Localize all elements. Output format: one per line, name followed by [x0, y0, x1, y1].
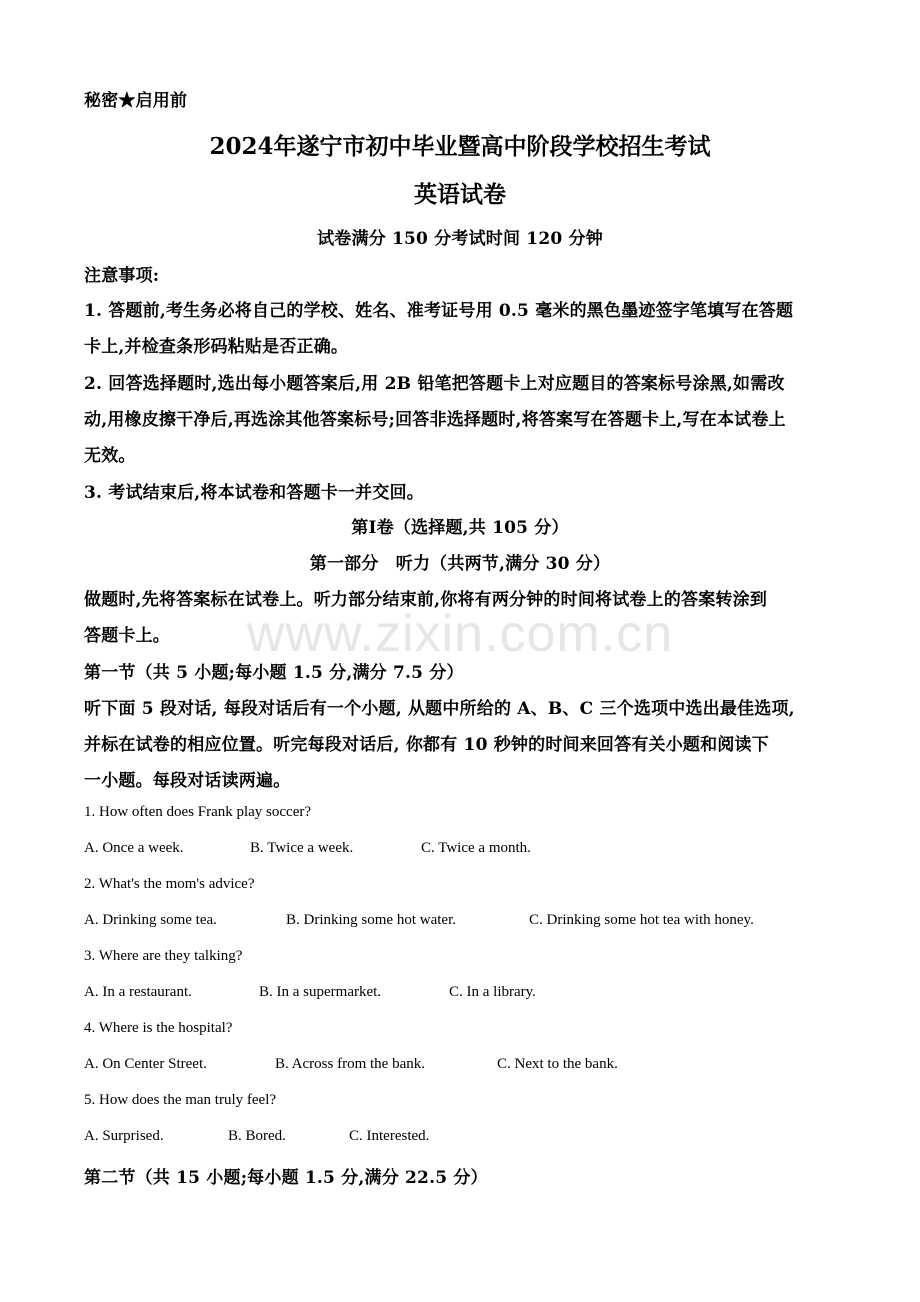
confidential-label: 秘密★启用前	[84, 91, 188, 111]
question-text: 1. How often does Frank play soccer?	[84, 804, 312, 820]
question-text: 5. How does the man truly feel?	[84, 1092, 277, 1108]
notes-heading: 注意事项:	[84, 266, 160, 286]
notes-line: 3. 考试结束后,将本试卷和答题卡一并交回。	[84, 483, 424, 503]
listening-intro: 做题时,先将答案标在试卷上。听力部分结束前,你将有两分钟的时间将试卷上的答案转涂到	[84, 590, 768, 610]
option-a: A. On Center Street.	[84, 1056, 207, 1072]
question-text: 4. Where is the hospital?	[84, 1020, 233, 1036]
option-b: B. Drinking some hot water.	[286, 912, 456, 928]
subsection-2-heading: 第二节（共 15 小题;每小题 1.5 分,满分 22.5 分）	[84, 1168, 488, 1188]
option-c: C. In a library.	[449, 984, 536, 1000]
option-c: C. Interested.	[349, 1128, 430, 1144]
option-c: C. Drinking some hot tea with honey.	[529, 912, 754, 928]
exam-info: 试卷满分 150 分考试时间 120 分钟	[317, 229, 603, 249]
option-b: B. In a supermarket.	[259, 984, 382, 1000]
notes-line: 动,用橡皮擦干净后,再选涂其他答案标号;回答非选择题时,将答案写在答题卡上,写在本试卷上	[84, 410, 786, 430]
watermark: www.zixin.com.cn	[246, 605, 674, 663]
option-c: C. Twice a month.	[421, 840, 531, 856]
subsection-1-instruction: 听下面 5 段对话, 每段对话后有一个小题, 从题中所给的 A、B、C 三个选项中选出最佳选项,	[84, 699, 795, 719]
listening-intro: 答题卡上。	[84, 626, 170, 646]
notes-line: 无效。	[84, 446, 136, 466]
subsection-1-heading: 第一节（共 5 小题;每小题 1.5 分,满分 7.5 分）	[84, 663, 464, 683]
option-b: B. Twice a week.	[250, 840, 354, 856]
subsection-1-instruction: 并标在试卷的相应位置。听完每段对话后, 你都有 10 秒钟的时间来回答有关小题和阅读下	[84, 735, 769, 755]
notes-line: 卡上,并检查条形码粘贴是否正确。	[84, 337, 349, 357]
option-a: A. Surprised.	[84, 1128, 164, 1144]
notes-line: 2. 回答选择题时,选出每小题答案后,用 2B 铅笔把答题卡上对应题目的答案标号涂黑,如需改	[84, 374, 785, 394]
option-a: A. In a restaurant.	[84, 984, 192, 1000]
notes-line: 1. 答题前,考生务必将自己的学校、姓名、准考证号用 0.5 毫米的黑色墨迹签字笔填写在答题	[84, 301, 794, 321]
option-a: A. Once a week.	[84, 840, 184, 856]
subsection-1-instruction: 一小题。每段对话读两遍。	[84, 771, 291, 791]
option-a: A. Drinking some tea.	[84, 912, 217, 928]
exam-subtitle: 英语试卷	[414, 181, 506, 208]
question-text: 2. What's the mom's advice?	[84, 876, 255, 892]
option-b: B. Across from the bank.	[275, 1056, 425, 1072]
exam-title: 2024年遂宁市初中毕业暨高中阶段学校招生考试	[209, 133, 711, 160]
volume-heading: 第Ⅰ卷（选择题,共 105 分）	[351, 518, 569, 538]
question-text: 3. Where are they talking?	[84, 948, 243, 964]
section-heading: 第一部分 听力（共两节,满分 30 分）	[309, 554, 611, 574]
option-c: C. Next to the bank.	[497, 1056, 618, 1072]
option-b: B. Bored.	[228, 1128, 286, 1144]
